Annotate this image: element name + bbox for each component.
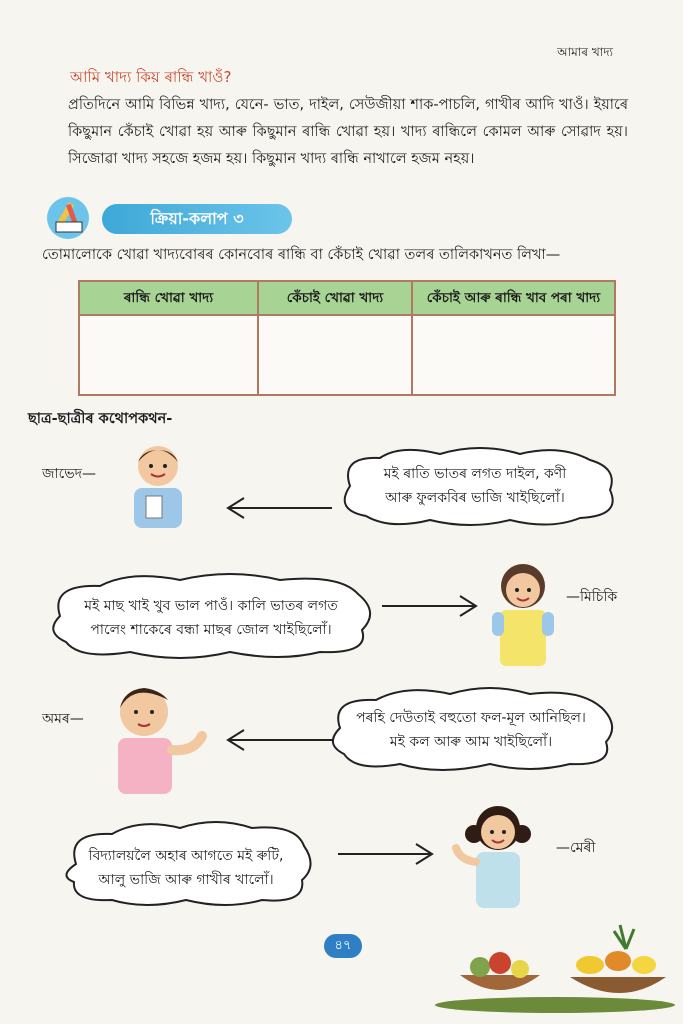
food-table xyxy=(78,280,616,396)
speech-line: বিদ্যালয়লৈ অহাৰ আগতে মই ৰুটি, xyxy=(88,848,284,864)
speech-text-michiki xyxy=(52,594,370,642)
speech-line: আৰু ফুলকবিৰ ভাজি খাইছিলোঁ। xyxy=(385,490,565,506)
girl-mary-illustration xyxy=(448,800,548,910)
conversation-title: ছাত্ৰ-ছাত্ৰীৰ কথোপকথন- xyxy=(28,411,173,427)
activity-heading xyxy=(42,192,302,242)
arrow-left-1 xyxy=(224,496,334,520)
table-header-raw: কেঁচাই খোৱা খাদ্য xyxy=(258,281,412,315)
table-cell-cooked[interactable] xyxy=(79,315,258,395)
arrow-right-2 xyxy=(380,594,480,618)
activity-instruction: তোমালোকে খোৱা খাদ্যবোৰৰ কোনবোৰ ৰান্ধি বা কেঁচাই খোৱা তলৰ তালিকাখনত লিখা— xyxy=(42,247,561,263)
table-header-both: কেঁচাই আৰু ৰান্ধি খাব পৰা খাদ্য xyxy=(412,281,615,315)
speaker-name-michiki: —মিচিকি xyxy=(566,589,618,605)
girl-michiki-illustration xyxy=(488,560,558,670)
table-cell-raw[interactable] xyxy=(258,315,412,395)
intro-paragraph xyxy=(68,92,628,173)
paragraph-text: প্ৰতিদিনে আমি বিভিন্ন খাদ্য, যেনে- ভাত, দাইল, সেউজীয়া শাক-পাচলি, গাখীৰ আদি খাওঁ। ইয়াৰে কিছুমান কেঁচাই খোৱা হয় আৰু কিছুমান ৰান্ধি খোৱা হয়। খাদ্য ৰান্ধিলে কোমল আৰু সোৱাদ হয়। সিজোৱা খাদ্য সহজে হজম হয়। কিছুমান খাদ্য ৰান্ধি নাখালে হজম নহয়। xyxy=(68,97,628,167)
speech-line: আলু ভাজি আৰু গাখীৰ খালোঁ। xyxy=(98,872,274,888)
speech-line: পৰহি দেউতাই বহুতো ফল-মূল আনিছিল। xyxy=(356,710,586,726)
page-number: ৪৭ xyxy=(324,934,362,958)
fruit-basket-illustration xyxy=(430,905,680,1015)
speech-text-amar xyxy=(332,706,610,754)
activity-pencil-icon xyxy=(42,192,98,240)
boy-javed-illustration xyxy=(118,440,198,550)
speech-line: মই ৰাতি ভাতৰ লগত দাইল, কণী xyxy=(383,466,567,482)
boy-amar-illustration xyxy=(104,680,214,800)
speaker-name-javed: জাভেদ— xyxy=(42,466,96,482)
speech-line: মই কল আৰু আম খাইছিলোঁ। xyxy=(389,734,553,750)
chapter-header: আমাৰ খাদ্য xyxy=(557,45,613,59)
speech-text-javed xyxy=(344,462,606,510)
table-header-cooked: ৰান্ধি খোৱা খাদ্য xyxy=(79,281,258,315)
arrow-left-3 xyxy=(224,728,334,752)
speech-line: পালেং শাকেৰে বন্ধা মাছৰ জোল খাইছিলোঁ। xyxy=(90,622,332,638)
table-cell-both[interactable] xyxy=(412,315,615,395)
arrow-right-4 xyxy=(336,842,436,866)
speech-line: মই মাছ খাই খুব ভাল পাওঁ। কালি ভাতৰ লগত xyxy=(84,598,338,614)
speaker-name-amar: অমৰ— xyxy=(42,711,84,727)
section-question-title: আমি খাদ্য কিয় ৰান্ধি খাওঁ? xyxy=(70,68,232,86)
speech-text-mary xyxy=(68,844,304,892)
activity-label: ক্ৰিয়া-কলাপ ৩ xyxy=(102,204,292,234)
speaker-name-mary: —মেৰী xyxy=(556,840,596,856)
